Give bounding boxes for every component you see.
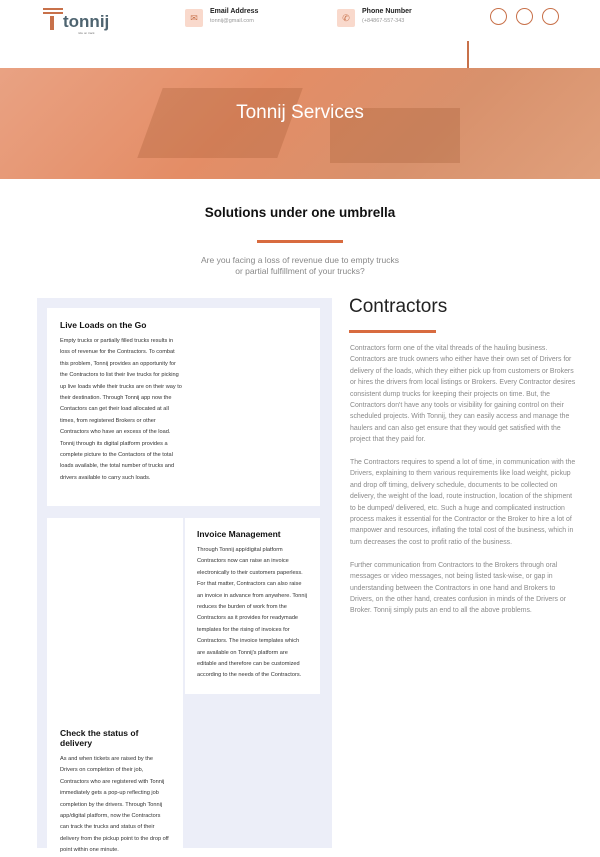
feature-title: Check the status of delivery <box>60 728 139 748</box>
phone-value[interactable]: (+84867-557-343 <box>362 18 405 24</box>
feature-body: Through Tonnij app/digital platform Contractors now can raise an invoice electronically to their customers paperless. For that matter, Contractors can also raise an invoice in advance from anywhere. Tonnij reduces the burden of work from the Contractors as it provides for readymade templates for the rising of invoices for Contractors. The invoice templates which are available on Tonnij's platform are editable and therefore can be customized according to the needs of the Contractors. <box>197 547 307 679</box>
logo-tagline: ride on track <box>78 31 95 35</box>
feature-title: Live Loads on the Go <box>60 320 147 330</box>
phone-icon: ✆ <box>337 9 355 27</box>
feature-card-delivery-status <box>47 728 183 857</box>
feature-card-invoice <box>185 518 320 694</box>
section-subtitle <box>0 255 600 277</box>
paragraph: Further communication from Contractors to the Brokers through oral messages or video messages, not being listed task-wise, or gap in understanding between the Contractors in one hand and Brokers to Drivers, on the other hand, creates confusion in minds of the Drivers or Broker. Tonnij simply puts an end to all the above problems. <box>350 561 567 615</box>
mail-icon: ✉ <box>185 9 203 27</box>
feature-title: Invoice Management <box>197 529 281 539</box>
email-label: Email Address <box>210 8 259 15</box>
divider <box>467 41 469 68</box>
accent-divider <box>349 330 436 333</box>
feature-card-live-loads <box>47 308 320 506</box>
accent-divider <box>257 240 343 243</box>
feature-body: As and when tickets are raised by the Drivers on completion of their job, Contractors who are registered with Tonnij immediately gets a pop-up reflecting job completion by the drivers. Through Tonnij app/digital platform, now the Contractors can track the trucks and status of their delivery from the pickup point to the drop off point within one minute. <box>60 756 169 854</box>
social-icon[interactable] <box>490 8 507 25</box>
logo-text: tonnij <box>63 12 110 31</box>
subtitle-line: Are you facing a loss of revenue due to empty trucks <box>201 255 399 265</box>
feature-body: Empty trucks or partially filled trucks results in loss of revenue for the Contractors. To combat this problem, Tonnij provides an opportunity for the Contractors to list their live trucks for picking up live loads while their trucks are on their way to their destination. Through Tonnij app now the Contactors can get their load allocated at all times, from registered Brokers or other Contractors who have an excess of the load. Tonnij through its digital platform provides a complete picture to the Contactors of the total loads available, the total number of trucks and drivers available to carry such loads. <box>60 338 182 481</box>
logo-mark-icon <box>43 8 63 30</box>
subtitle-line: or partial fulfillment of your trucks? <box>235 266 365 276</box>
contractors-body <box>350 343 576 628</box>
paragraph: The Contractors requires to spend a lot of time, in communication with the Drivers, explaining to them various requirements like load weight, pickup and drop off timing, delivery schedule, documents to be collected on delivery, the weight of the load, route instruction, location of the shipment to be dumped/ delivered, etc. Such a huge and complicated instruction process makes it essential for the Contractor or the Broker to hire a lot of manpower and resources, inflating the total cost of the business, which in turn decreases the cost to profit ratio of the business. <box>350 459 576 546</box>
paragraph: Contractors form one of the vital threads of the hauling business. Contractors are truck owners who either have their own set of Drivers for delivery of the loads, which they either pick up from customers or Brokers or hires the drivers from local listings or Brokers. Every Contractor desires consistent dump trucks for keeping their projects on time. But, the Contractors don't have any tools or visibility for gaining control on their scheduled projects. With Tonnij, they can easily access and manage the haulers and can also get ensure that they would get satisfied with the project that they paid for. <box>350 345 576 444</box>
section-heading: Solutions under one umbrella <box>204 205 396 220</box>
phone-label: Phone Number <box>362 8 412 15</box>
social-icon[interactable] <box>542 8 559 25</box>
social-icon[interactable] <box>516 8 533 25</box>
email-value[interactable]: tonnij@gmail.com <box>210 18 254 24</box>
contractors-title: Contractors <box>349 296 448 317</box>
hero-title: Tonnij Services <box>236 102 364 123</box>
logo[interactable] <box>43 8 113 34</box>
